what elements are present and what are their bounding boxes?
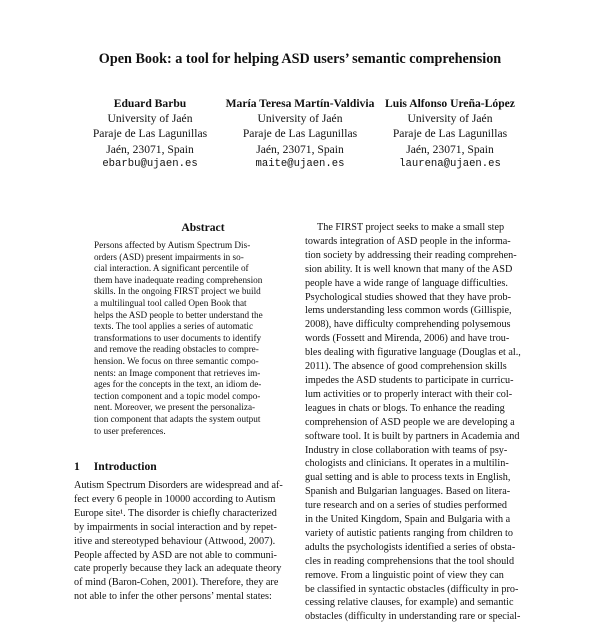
text-line: comprehension of ASD people we are developing a bbox=[305, 416, 515, 428]
text-line: Psychological studies showed that they have prob- bbox=[305, 291, 511, 303]
text-line: tion component that adapts the system output bbox=[94, 413, 261, 424]
abstract-body bbox=[94, 240, 312, 437]
text-line: itive and stereotyped behaviour (Attwood, 2007). bbox=[74, 535, 276, 547]
text-line: lems understanding less common words (Gillispie, bbox=[305, 305, 512, 317]
text-line: Spanish and Bulgarian languages. Based on litera- bbox=[305, 486, 511, 498]
text-line: of mind (Baron-Cohen, 2001). Therefore, they are bbox=[74, 577, 279, 589]
text-line: nent. Moreover, we present the personaliza- bbox=[94, 402, 256, 413]
text-line: software tool. It is built by partners in Academia and bbox=[305, 430, 520, 442]
author-address: Paraje de Las Lagunillas bbox=[242, 127, 358, 141]
text-line: chologists and clinicians. It operates in a multilin- bbox=[305, 458, 509, 470]
text-line: texts. The tool applies a series of automatic bbox=[94, 321, 254, 332]
text-line: tection component and a topic model compo- bbox=[94, 390, 261, 401]
text-line: words (Fossett and Mirenda, 2006) and have trou- bbox=[305, 333, 510, 345]
text-line: and remove the reading obstacles to compre- bbox=[94, 344, 259, 355]
author-block bbox=[65, 96, 235, 172]
introduction-body bbox=[74, 479, 302, 604]
author-address: Paraje de Las Lagunillas bbox=[92, 127, 208, 141]
text-line: Industry in close collaboration with teams of psy- bbox=[305, 444, 508, 456]
text-line: lum activities or to properly interact with their col- bbox=[305, 388, 513, 400]
section-heading bbox=[74, 460, 171, 473]
text-line: skills. In the ongoing FIRST project we build bbox=[94, 286, 261, 297]
section-number: 1 bbox=[74, 460, 80, 473]
text-line: nents: an Image component that retrieves im- bbox=[94, 367, 261, 378]
author-address: Paraje de Las Lagunillas bbox=[392, 127, 508, 141]
text-line: cial interaction. A significant percentile of bbox=[94, 263, 249, 274]
author-block bbox=[215, 96, 385, 172]
text-line: leagues in chats or blogs. To enhance the reading bbox=[305, 402, 505, 414]
text-line: to user preferences. bbox=[94, 425, 166, 436]
author-affiliation: University of Jaén bbox=[107, 112, 193, 126]
author-city: Jaén, 23071, Spain bbox=[256, 142, 344, 156]
author-name: Luis Alfonso Ureña-López bbox=[385, 97, 515, 110]
author-city: Jaén, 23071, Spain bbox=[106, 142, 194, 156]
text-line: gual setting and is able to process texts in English, bbox=[305, 472, 511, 484]
author-city: Jaén, 23071, Spain bbox=[406, 142, 494, 156]
paper-title: Open Book: a tool for helping ASD users’ semantic comprehension bbox=[98, 51, 502, 67]
text-line: be classified in syntactic obstacles (difficulty in pro- bbox=[305, 583, 519, 595]
text-line: variety of autistic patients ranging from children to bbox=[305, 527, 513, 539]
text-line: The FIRST project seeks to make a small step bbox=[317, 222, 505, 233]
section-title: Introduction bbox=[93, 460, 157, 473]
text-line: hension. We focus on three semantic compo- bbox=[94, 355, 259, 366]
text-line: Persons affected by Autism Spectrum Dis- bbox=[94, 240, 251, 250]
text-line: adults the psychologists identified a series of obsta- bbox=[305, 541, 516, 553]
text-line: people have a wide range of language difficulties. bbox=[305, 277, 508, 289]
text-line: obstacles (difficulty in understanding rare or special- bbox=[305, 611, 521, 623]
text-line: remove. From a linguistic point of view they can bbox=[305, 569, 504, 581]
text-line: orders (ASD) present impairments in so- bbox=[94, 251, 244, 262]
text-line: sion ability. It is well known that many of the ASD bbox=[305, 263, 513, 275]
text-line: fect every 6 people in 10000 according to Autism bbox=[74, 493, 276, 505]
author-email: laurena@ujaen.es bbox=[399, 157, 501, 170]
author-affiliation: University of Jaén bbox=[257, 112, 343, 126]
text-line: tion society by addressing their reading comprehen- bbox=[305, 249, 517, 261]
author-block bbox=[365, 96, 535, 172]
text-line: a multilingual tool called Open Book that bbox=[94, 297, 247, 308]
text-line: bles dealing with figurative language (Douglas et al., bbox=[305, 347, 521, 359]
text-line: towards integration of ASD people in the informa- bbox=[305, 235, 511, 247]
text-line: by impairments in social interaction and by repet- bbox=[74, 521, 277, 533]
text-line: cles in reading comprehensions that the tool should bbox=[305, 555, 515, 567]
text-line: in the United Kingdom, Spain and Bulgaria with a bbox=[305, 514, 511, 526]
text-line: Autism Spectrum Disorders are widespread and af- bbox=[74, 480, 283, 491]
text-line: not able to infer the other persons’ mental states: bbox=[74, 591, 272, 603]
text-line: helps the ASD people to better understand the bbox=[94, 309, 263, 320]
text-line: impedes the ASD students to participate in curricu- bbox=[305, 374, 514, 386]
right-column-body bbox=[305, 221, 533, 624]
text-line: 2008), have difficulty comprehending polysemous bbox=[305, 319, 511, 331]
text-line: 2011). The absence of good comprehension skills bbox=[305, 361, 507, 373]
author-email: maite@ujaen.es bbox=[255, 157, 345, 170]
author-affiliation: University of Jaén bbox=[407, 112, 493, 126]
text-line: ture research and on a series of studies performed bbox=[305, 500, 507, 512]
text-line: cessing relative clauses, for example) and semantic bbox=[305, 597, 514, 609]
text-line: transformations to user documents to identify bbox=[94, 332, 262, 343]
text-line: cate properly because they lack an adequate theory bbox=[74, 563, 282, 575]
author-name: María Teresa Martín-Valdivia bbox=[225, 97, 375, 110]
text-line: People affected by ASD are not able to communi- bbox=[74, 549, 277, 561]
author-name: Eduard Barbu bbox=[113, 97, 187, 110]
abstract-heading: Abstract bbox=[181, 221, 225, 234]
text-line: them have inadequate reading comprehension bbox=[94, 274, 263, 285]
author-email: ebarbu@ujaen.es bbox=[102, 157, 198, 170]
text-line: ages for the concepts in the text, an idiom de- bbox=[94, 379, 262, 390]
text-line: Europe site¹. The disorder is chiefly characterized bbox=[74, 507, 277, 519]
